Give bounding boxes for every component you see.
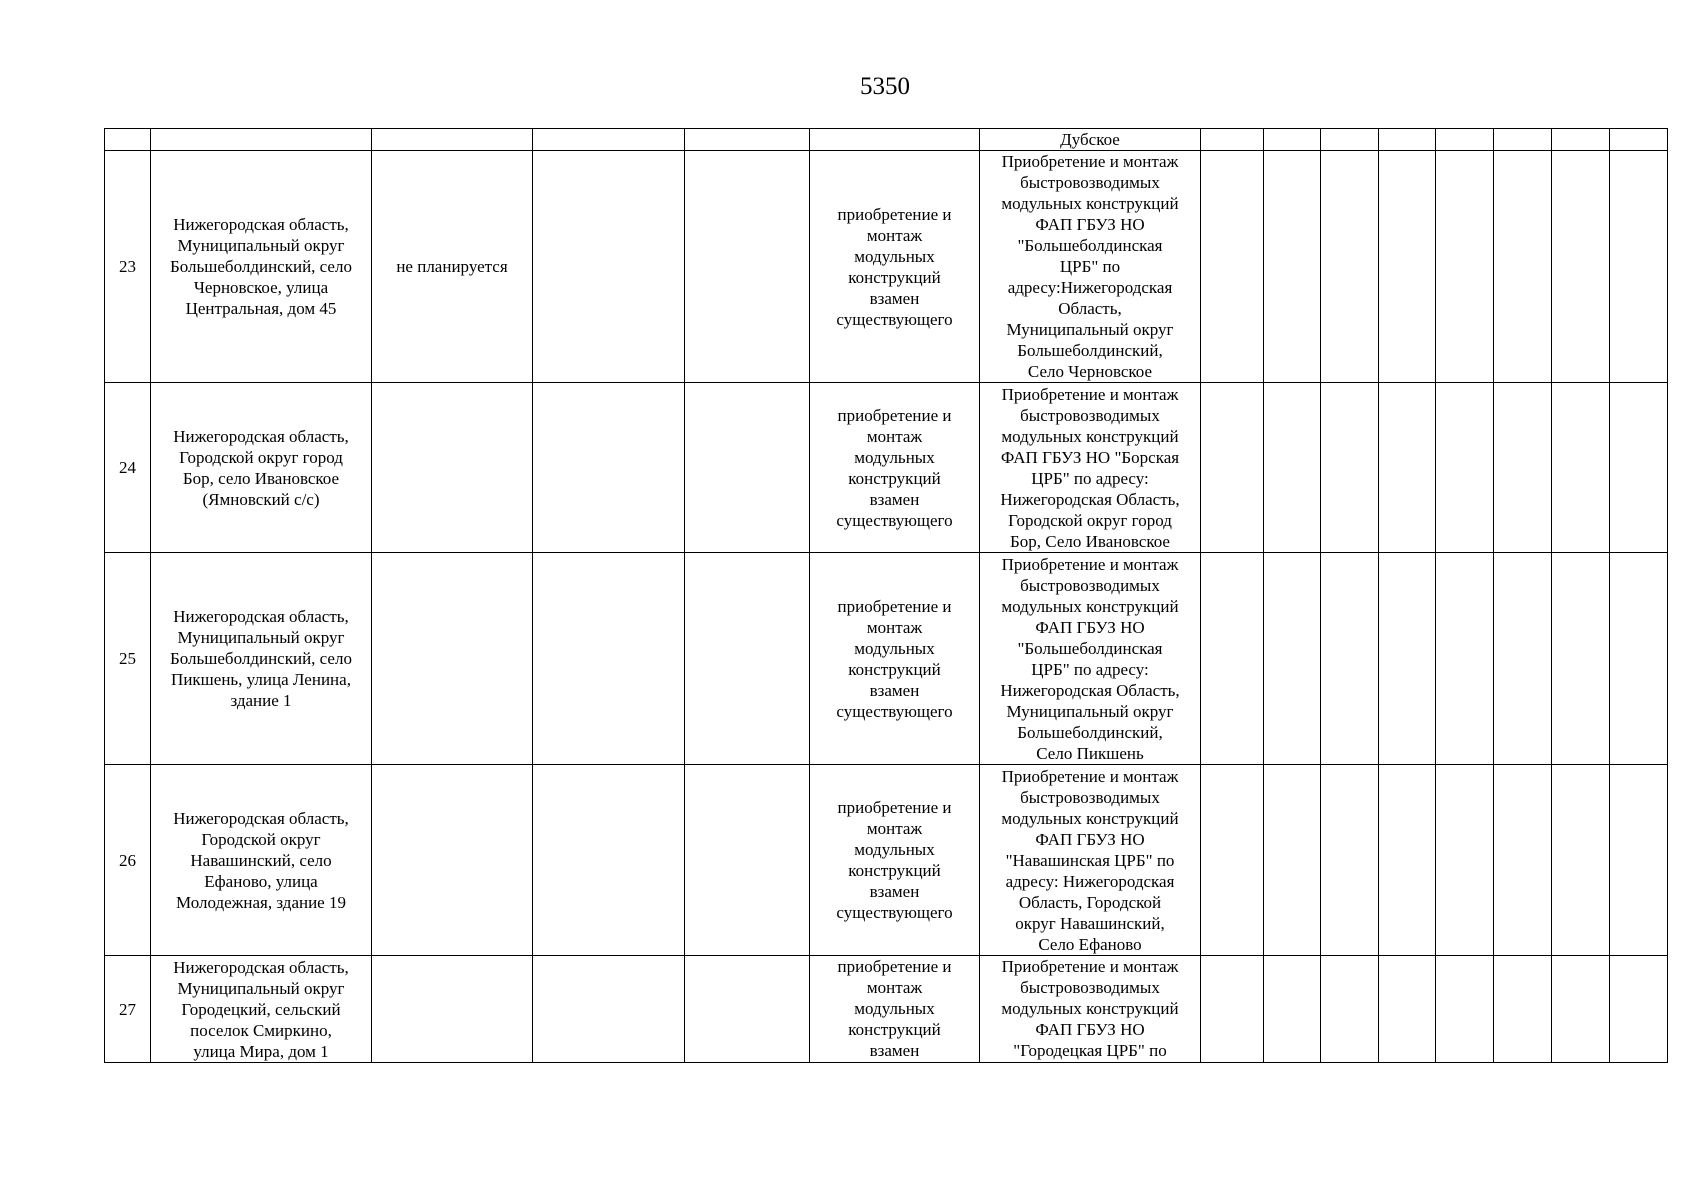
empty-cell (1201, 151, 1264, 383)
empty-cell (533, 553, 685, 765)
facility-text: Приобретение и монтаж быстровозводимых модульных конструкций ФАП ГБУЗ НО "Городецкая ЦРБ" по (1001, 957, 1179, 1060)
table-row (105, 383, 1668, 553)
row-number: 27 (119, 999, 136, 1019)
empty-cell (1201, 765, 1264, 956)
address-cell (151, 765, 372, 956)
empty-cell (1436, 129, 1494, 151)
facility-text: Дубское (1060, 129, 1120, 149)
empty-cell (685, 151, 810, 383)
work-cell (810, 129, 980, 151)
address-text: Нижегородская область, Муниципальный округ Большеболдинский, село Пикшень, улица Ленина, здание 1 (170, 607, 352, 710)
empty-cell (1321, 553, 1379, 765)
address-cell (151, 553, 372, 765)
empty-cell (1610, 383, 1668, 553)
page-number: 5350 (860, 73, 910, 100)
empty-cell (1201, 553, 1264, 765)
number-cell (105, 765, 151, 956)
empty-cell (1321, 956, 1379, 1063)
row-number: 25 (119, 649, 136, 668)
empty-cell (533, 151, 685, 383)
row-number: 23 (119, 257, 136, 276)
plan-cell (372, 765, 533, 956)
facility-text: Приобретение и монтаж быстровозводимых модульных конструкций ФАП ГБУЗ НО "Большеболдинская ЦРБ" по адресу: Нижегородская Область, Муниципальный округ Большеболдинский, Село Пикшень (1000, 554, 1180, 763)
empty-cell (1552, 956, 1610, 1063)
empty-cell (1321, 151, 1379, 383)
empty-cell (1494, 383, 1552, 553)
number-cell (105, 553, 151, 765)
empty-cell (1264, 383, 1321, 553)
work-cell (810, 151, 980, 383)
empty-cell (1379, 383, 1436, 553)
empty-cell (1436, 765, 1494, 956)
empty-cell (1494, 129, 1552, 151)
work-cell (810, 383, 980, 553)
empty-cell (1494, 151, 1552, 383)
address-text: Нижегородская область, Муниципальный округ Городецкий, сельский поселок Смиркино, улица Мира, дом 1 (173, 957, 349, 1061)
plan-text: не планируется (396, 257, 508, 276)
plan-cell (372, 151, 533, 383)
work-cell (810, 956, 980, 1063)
work-text: приобретение и монтаж модульных конструкций взамен существующего (836, 798, 953, 922)
number-cell (105, 383, 151, 553)
work-cell (810, 765, 980, 956)
work-text: приобретение и монтаж модульных конструкций взамен существующего (836, 596, 953, 721)
facility-cell (980, 151, 1201, 383)
empty-cell (1201, 956, 1264, 1063)
register-table (104, 128, 1668, 1063)
empty-cell (685, 765, 810, 956)
empty-cell (533, 956, 685, 1063)
empty-cell (1436, 383, 1494, 553)
address-text: Нижегородская область, Городской округ город Бор, село Ивановское (Ямновский с/с) (173, 426, 349, 509)
empty-cell (1494, 553, 1552, 765)
empty-cell (533, 383, 685, 553)
empty-cell (1321, 765, 1379, 956)
empty-cell (1610, 129, 1668, 151)
empty-cell (685, 956, 810, 1063)
row-number: 24 (119, 458, 136, 477)
facility-text: Приобретение и монтаж быстровозводимых модульных конструкций ФАП ГБУЗ НО "Борская ЦРБ" по адресу: Нижегородская Область, Городской округ город Бор, Село Ивановское (1000, 384, 1180, 551)
empty-cell (1610, 765, 1668, 956)
table-row (105, 151, 1668, 383)
empty-cell (1264, 765, 1321, 956)
facility-cell (980, 765, 1201, 956)
plan-cell (372, 553, 533, 765)
empty-cell (533, 765, 685, 956)
plan-cell (372, 956, 533, 1063)
work-text: приобретение и монтаж модульных конструкций взамен существующего (836, 204, 953, 329)
empty-cell (1379, 553, 1436, 765)
empty-cell (1436, 151, 1494, 383)
empty-cell (685, 383, 810, 553)
empty-cell (1552, 765, 1610, 956)
table-row (105, 765, 1668, 956)
empty-cell (533, 129, 685, 151)
facility-cell (980, 956, 1201, 1063)
empty-cell (1321, 129, 1379, 151)
number-cell (105, 956, 151, 1063)
address-cell (151, 129, 372, 151)
table-row (105, 956, 1668, 1063)
number-cell (105, 151, 151, 383)
empty-cell (1494, 956, 1552, 1063)
empty-cell (1379, 151, 1436, 383)
empty-cell (1610, 956, 1668, 1063)
empty-cell (1436, 956, 1494, 1063)
empty-cell (1436, 553, 1494, 765)
number-cell (105, 129, 151, 151)
plan-cell (372, 383, 533, 553)
empty-cell (1379, 129, 1436, 151)
empty-cell (1494, 765, 1552, 956)
empty-cell (685, 553, 810, 765)
empty-cell (1552, 383, 1610, 553)
empty-cell (1264, 956, 1321, 1063)
empty-cell (1201, 383, 1264, 553)
facility-text: Приобретение и монтаж быстровозводимых модульных конструкций ФАП ГБУЗ НО "Навашинская ЦРБ" по адресу: Нижегородская Область, Городской округ Навашинский, Село Ефаново (1001, 766, 1179, 954)
address-cell (151, 151, 372, 383)
facility-cell (980, 553, 1201, 765)
work-cell (810, 553, 980, 765)
empty-cell (1552, 553, 1610, 765)
address-cell (151, 956, 372, 1063)
row-number: 26 (119, 850, 136, 870)
plan-cell (372, 129, 533, 151)
empty-cell (1610, 151, 1668, 383)
facility-cell (980, 383, 1201, 553)
address-cell (151, 383, 372, 553)
table-row (105, 553, 1668, 765)
empty-cell (1379, 956, 1436, 1063)
empty-cell (1610, 553, 1668, 765)
work-text: приобретение и монтаж модульных конструкций взамен существующего (836, 405, 953, 530)
address-text: Нижегородская область, Муниципальный округ Большеболдинский, село Черновское, улица Центральная, дом 45 (170, 215, 352, 318)
work-text: приобретение и монтаж модульных конструкций взамен (837, 957, 952, 1060)
empty-cell (685, 129, 810, 151)
empty-cell (1264, 553, 1321, 765)
empty-cell (1264, 129, 1321, 151)
empty-cell (1552, 129, 1610, 151)
address-text: Нижегородская область, Городской округ Навашинский, село Ефаново, улица Молодежная, здание 19 (173, 808, 349, 912)
continuation-row (105, 129, 1668, 151)
empty-cell (1321, 383, 1379, 553)
facility-cell (980, 129, 1201, 151)
empty-cell (1379, 765, 1436, 956)
empty-cell (1264, 151, 1321, 383)
empty-cell (1201, 129, 1264, 151)
empty-cell (1552, 151, 1610, 383)
facility-text: Приобретение и монтаж быстровозводимых модульных конструкций ФАП ГБУЗ НО "Большеболдинская ЦРБ" по адресу:Нижегородская Область, Муниципальный округ Большеболдинский, Село Черновское (1001, 152, 1179, 381)
